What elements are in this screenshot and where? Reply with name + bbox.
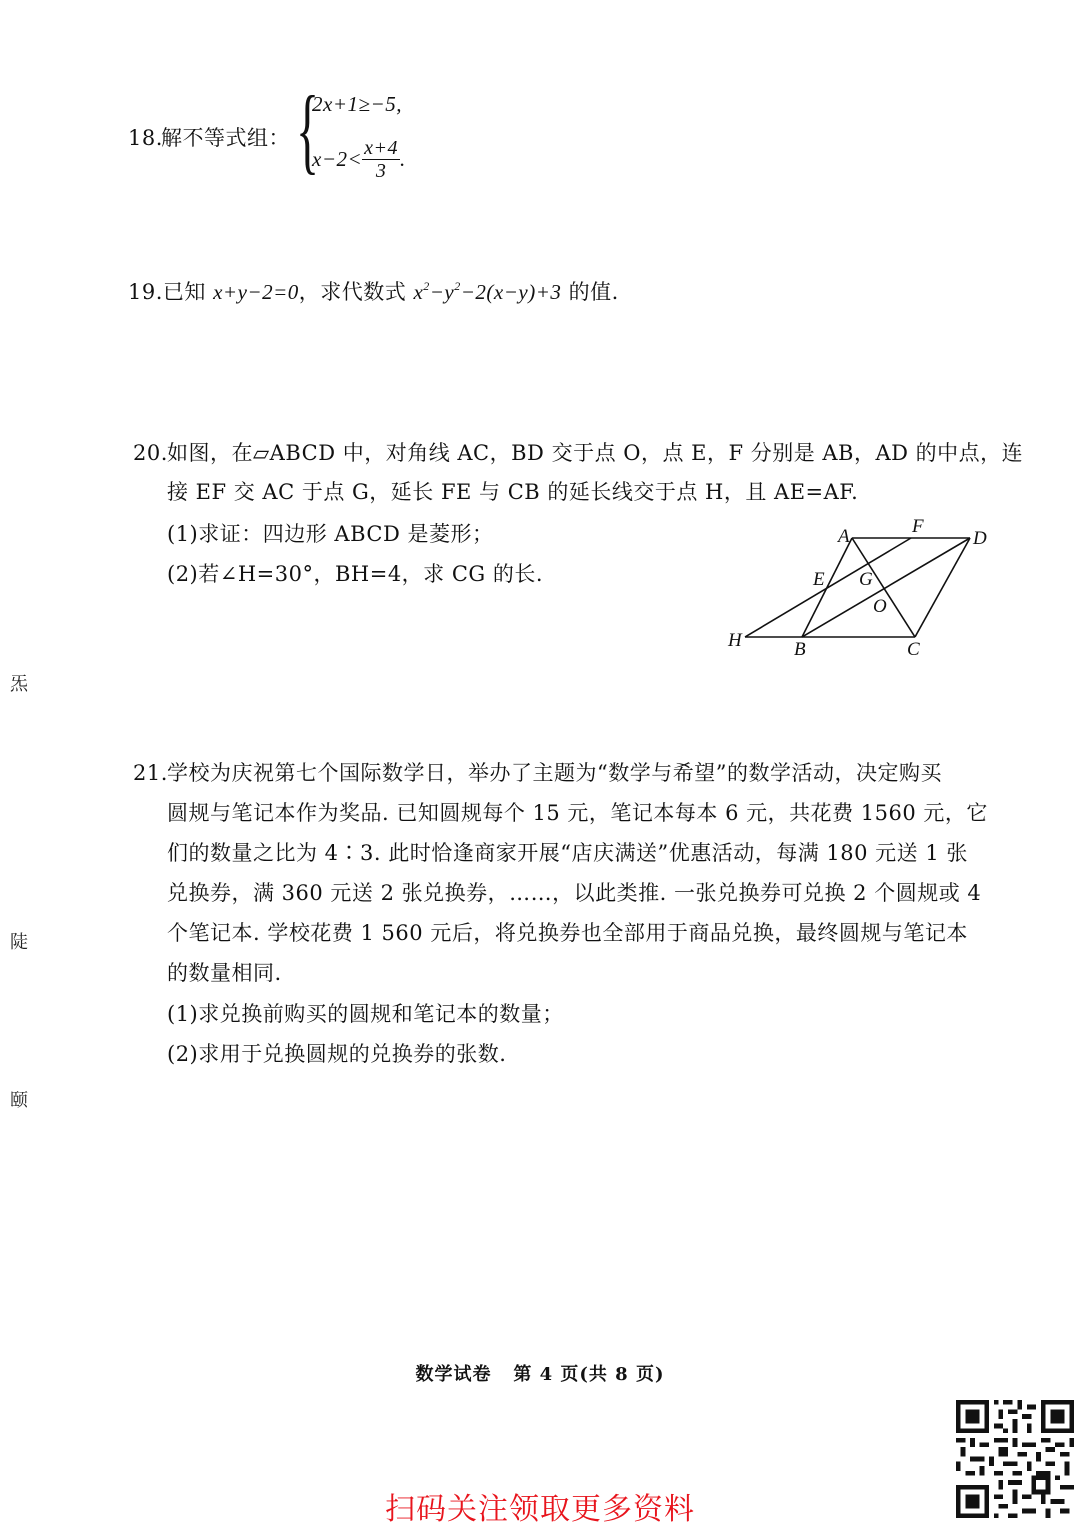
q20-line2: 接 EF 交 AC 于点 G，延长 FE 与 CB 的延长线交于点 H，且 AE=AF. — [167, 480, 859, 504]
q21-number: 21. — [133, 761, 168, 785]
q18-brace: { — [296, 76, 320, 183]
q21-part1: (1)求兑换前购买的圆规和笔记本的数量； — [167, 1002, 564, 1026]
q21-line-1: 学校为庆祝第七个国际数学日，举办了主题为“数学与希望”的数学活动，决定购买 — [167, 761, 942, 785]
label-o: O — [873, 596, 887, 617]
label-b: B — [794, 639, 806, 660]
q21-line-2: 圆规与笔记本作为奖品. 已知圆规每个 15 元，笔记本每本 6 元，共花费 1560 元，它 — [167, 801, 988, 825]
q19-text-c: 的值. — [568, 280, 619, 304]
edge-dc — [915, 538, 970, 637]
q21-line-3: 们的数量之比为 4∶3. 此时恰逢商家开展“店庆满送”优惠活动，每满 180 元送 1 张 — [167, 841, 968, 865]
q19-sup1: 2 — [423, 279, 430, 293]
q18-fraction-denominator: 3 — [375, 159, 387, 182]
q18-line1: 2x+1≥−5, — [312, 92, 402, 116]
label-f: F — [912, 516, 924, 537]
label-d: D — [973, 528, 987, 549]
q20-figure — [720, 515, 995, 665]
q21-line-6: 的数量相同. — [167, 961, 282, 985]
q19-expr2-b: −y — [429, 280, 455, 304]
label-c: C — [907, 639, 920, 660]
q20-part1: (1)求证：四边形 ABCD 是菱形； — [167, 522, 494, 546]
q21-line-4: 兑换券，满 360 元送 2 张兑换券，……，以此类推. 一张兑换券可兑换 2 个圆规或 4 — [167, 881, 982, 905]
q20-number: 20. — [133, 441, 168, 465]
q19-text-b: ，求代数式 — [298, 280, 407, 304]
q18-line2-end: . — [400, 147, 406, 171]
q18-line2-lhs: x−2< — [312, 147, 363, 171]
q19-number: 19. — [128, 280, 163, 304]
q18-fraction — [362, 137, 400, 182]
q21-line-5: 个笔记本. 学校花费 1 560 元后，将兑换券也全部用于商品兑换，最终圆规与笔记本 — [167, 921, 968, 945]
q19 — [128, 276, 619, 308]
q19-expr1: x+y−2=0 — [213, 280, 299, 304]
q20-line1: 如图，在▱ABCD 中，对角线 AC，BD 交于点 O，点 E，F 分别是 AB，AD 的中点，连 — [167, 441, 1024, 465]
q19-text-a: 已知 — [162, 280, 206, 304]
q19-expr2-a: x — [413, 280, 424, 304]
label-h: H — [728, 630, 742, 651]
q18-label: 解不等式组： — [161, 126, 290, 150]
q19-expr2 — [413, 280, 561, 304]
q18-number: 18. — [128, 126, 163, 150]
q18-fraction-numerator: x+4 — [364, 136, 399, 159]
margin-mark-2: 陡 — [10, 932, 28, 953]
q19-sup2: 2 — [454, 279, 461, 293]
margin-mark-3: 颐 — [10, 1090, 28, 1111]
label-g: G — [859, 569, 873, 590]
page-footer: 数学试卷 第 4 页(共 8 页) — [415, 1364, 665, 1385]
label-a: A — [838, 526, 850, 547]
qr-code-icon[interactable] — [956, 1400, 1074, 1518]
label-e: E — [813, 569, 825, 590]
promo-text: 扫码关注领取更多资料 — [385, 1492, 695, 1527]
q19-expr2-c: −2(x−y)+3 — [460, 280, 562, 304]
margin-mark-1: 炁 — [10, 674, 28, 695]
q18-line2 — [312, 134, 406, 184]
q21-part2: (2)求用于兑换圆规的兑换券的张数. — [167, 1042, 507, 1066]
q20-part2: (2)若∠H=30°，BH=4，求 CG 的长. — [167, 562, 544, 586]
